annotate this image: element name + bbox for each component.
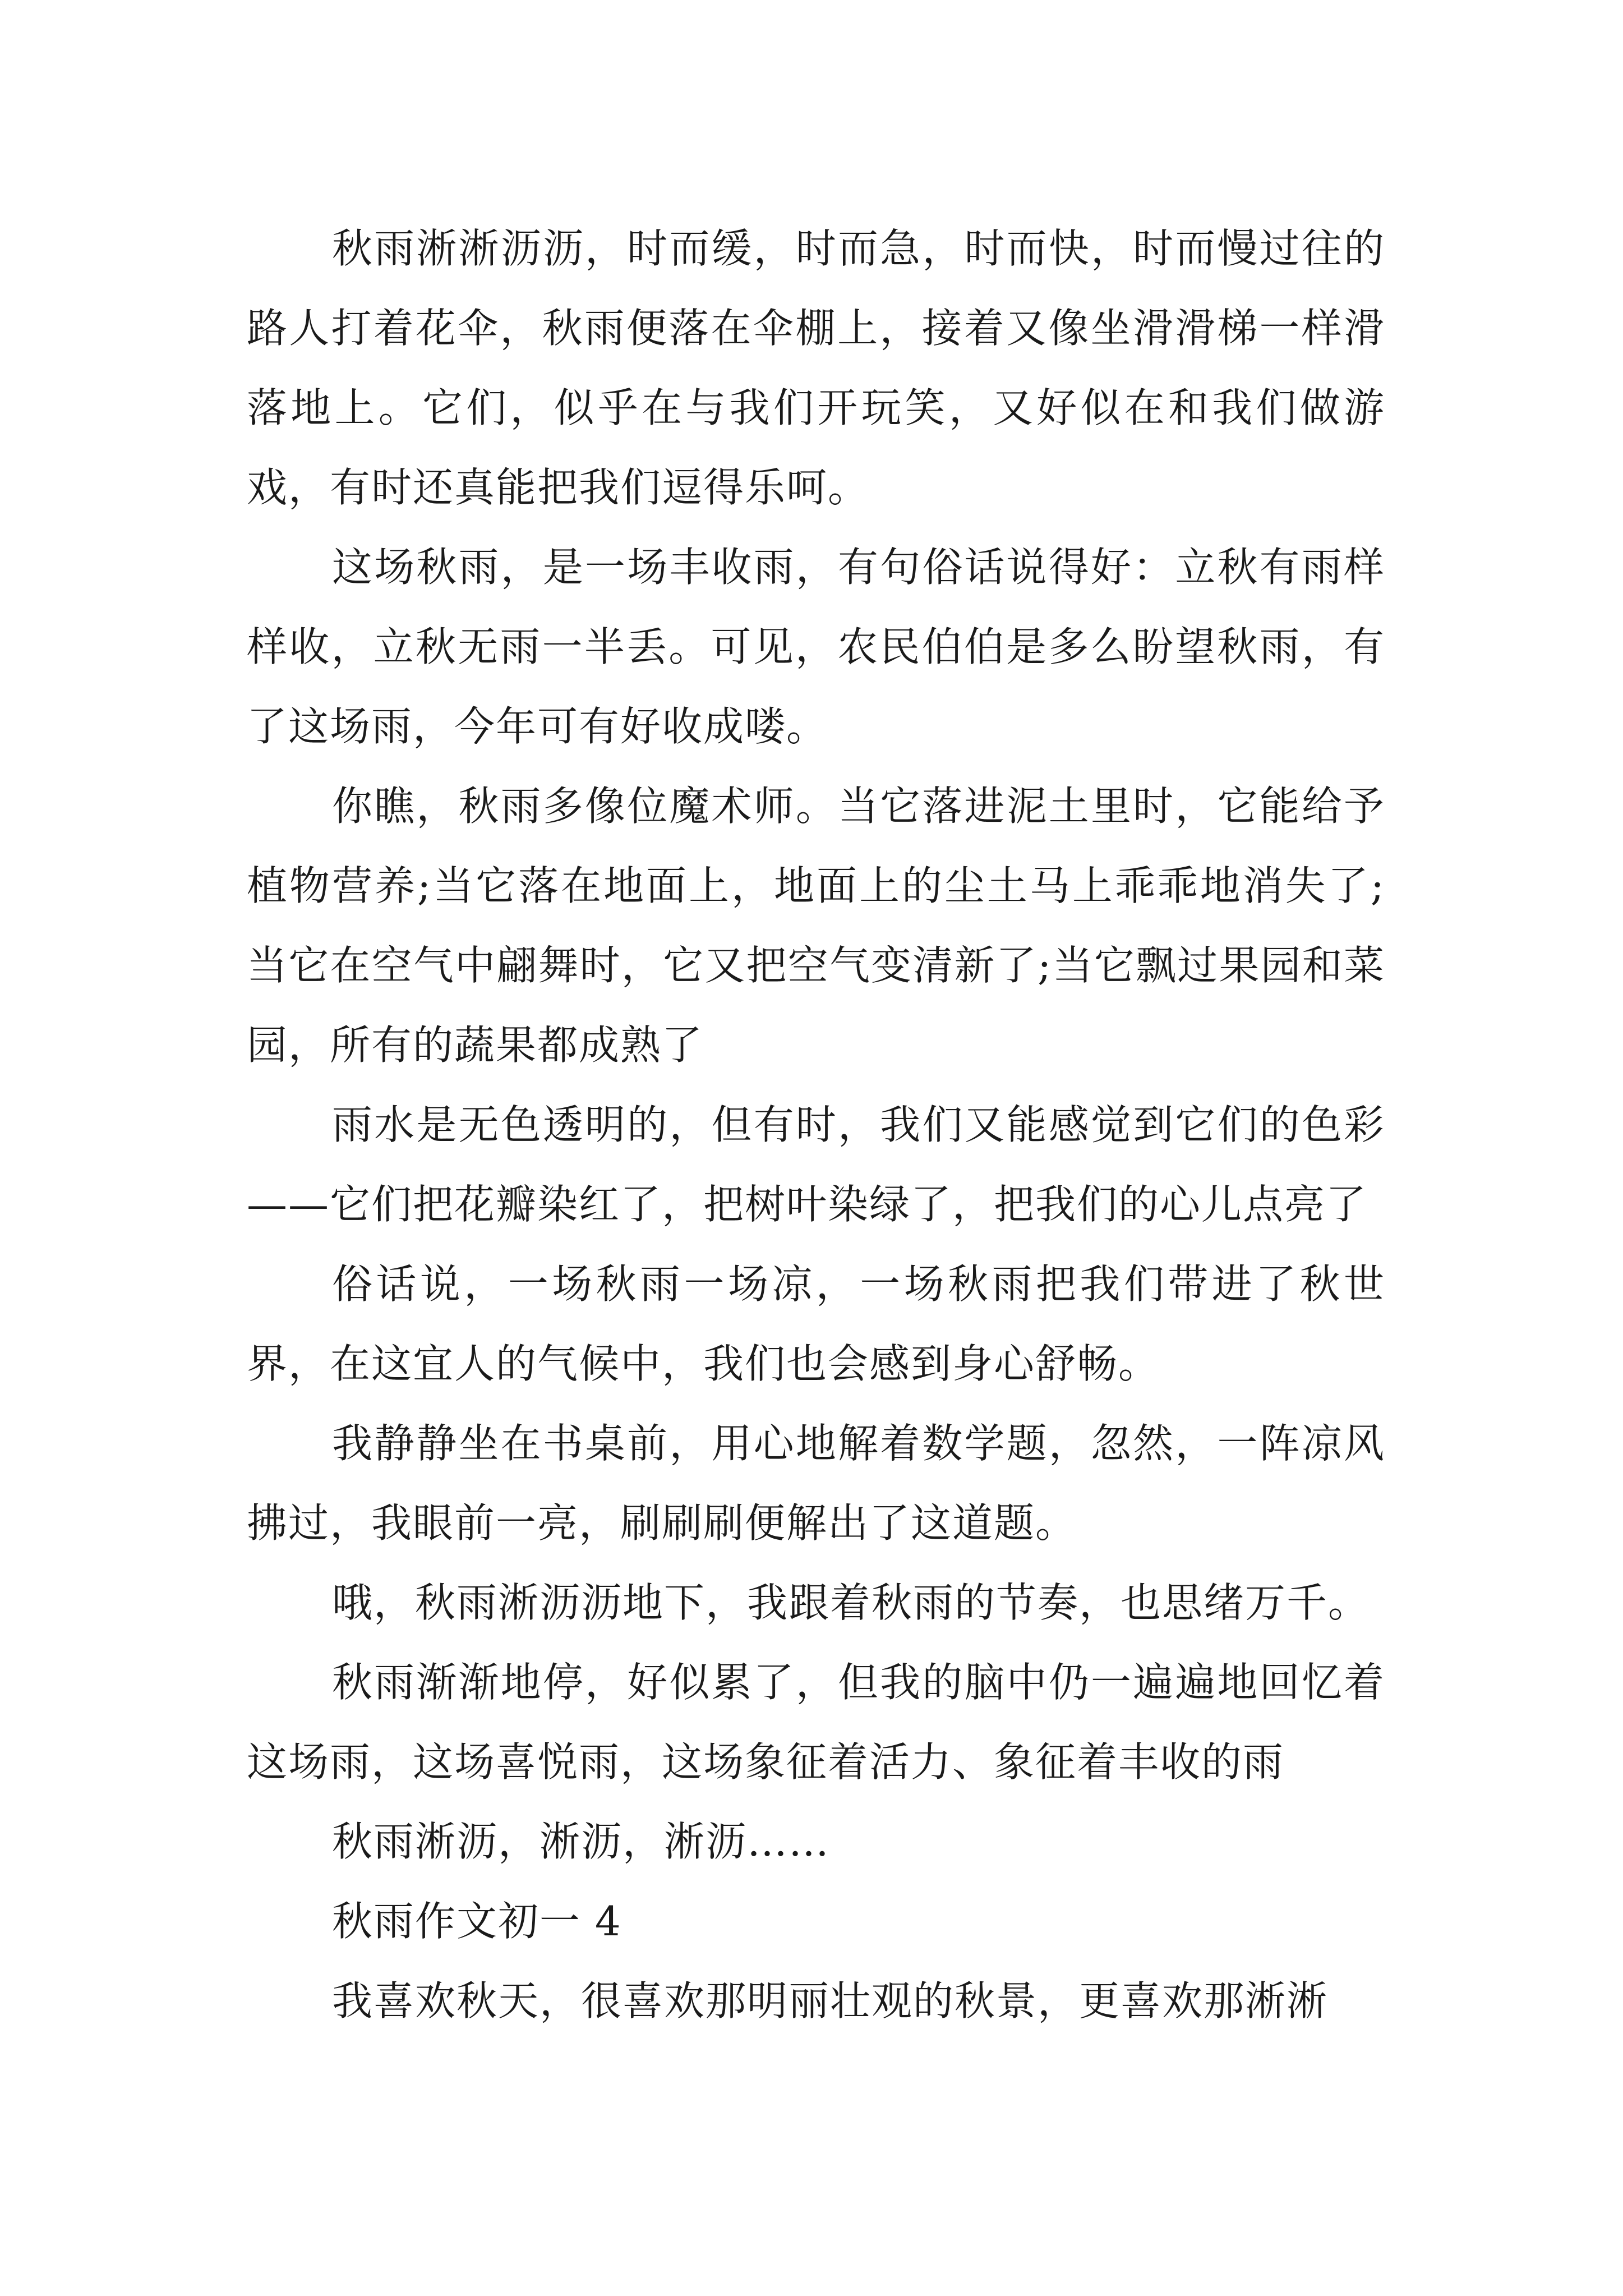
paragraph-5: 俗话说，一场秋雨一场凉，一场秋雨把我们带进了秋世界，在这宜人的气候中，我们也会感到身心舒畅。 [247, 1260, 1385, 1387]
section-heading: 秋雨作文初一 4 [332, 1898, 622, 1945]
paragraph-9: 秋雨淅沥，淅沥，淅沥…… [332, 1818, 831, 1865]
essay-body [247, 209, 1385, 2041]
paragraph-10: 我喜欢秋天，很喜欢那明丽壮观的秋景，更喜欢那淅淅 [332, 1977, 1329, 2024]
paragraph-8: 秋雨渐渐地停，好似累了，但我的脑中仍一遍遍地回忆着这场雨，这场喜悦雨，这场象征着活力、象征着丰收的雨 [247, 1659, 1385, 1786]
paragraph-7: 哦，秋雨淅沥沥地下，我跟着秋雨的节奏，也思绪万千。 [332, 1579, 1370, 1626]
paragraph-1: 秋雨淅淅沥沥，时而缓，时而急，时而快，时而慢过往的路人打着花伞，秋雨便落在伞棚上，接着又像坐滑滑梯一样滑落地上。它们，似乎在与我们开玩笑，又好似在和我们做游戏，有时还真能把我们逗得乐呵。 [247, 225, 1385, 511]
paragraph-4: 雨水是无色透明的，但有时，我们又能感觉到它们的色彩——它们把花瓣染红了，把树叶染绿了，把我们的心儿点亮了 [247, 1101, 1385, 1228]
paragraph-6: 我静静坐在书桌前，用心地解着数学题，忽然，一阵凉风拂过，我眼前一亮，刷刷刷便解出了这道题。 [247, 1420, 1385, 1547]
paragraph-2: 这场秋雨，是一场丰收雨，有句俗话说得好：立秋有雨样样收，立秋无雨一半丢。可见，农民伯伯是多么盼望秋雨，有了这场雨，今年可有好收成喽。 [247, 544, 1385, 750]
paragraph-3: 你瞧，秋雨多像位魔术师。当它落进泥土里时，它能给予植物营养;当它落在地面上，地面上的尘土马上乖乖地消失了;当它在空气中翩舞时，它又把空气变清新了;当它飘过果园和菜园，所有的蔬果都成熟了 [247, 783, 1385, 1069]
